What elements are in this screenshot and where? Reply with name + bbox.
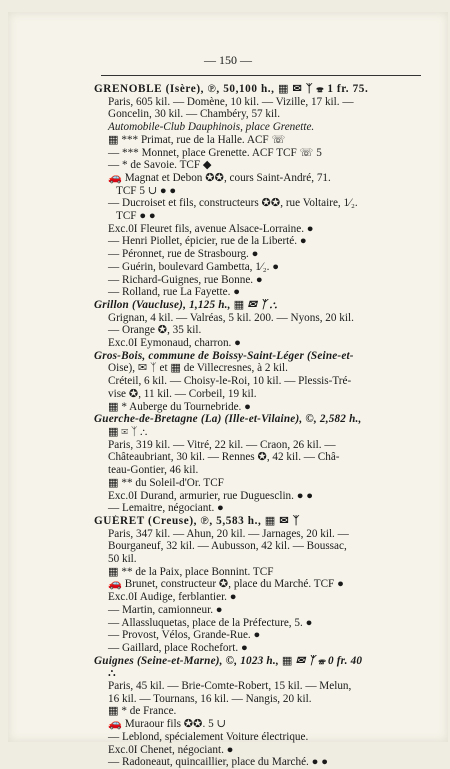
- supplier-line: — Guérin, boulevard Gambetta, 1⁄₂. ●: [108, 260, 279, 273]
- repairer-line: — Leblond, spécialement Voiture électrique.: [108, 730, 309, 743]
- town-services: ▦ ✉ ᛉ ⛬: [108, 425, 148, 438]
- page-number: — 150 —: [204, 53, 252, 67]
- distances: Paris, 605 kil. — Domène, 10 kil. — Vizille, 17 kil. —: [108, 95, 354, 108]
- supplier-line: Exc.0I Chenet, négociant. ●: [108, 743, 234, 756]
- supplier-line: — Allassluquetas, place de la Préfecture, 5. ●: [108, 616, 313, 629]
- repairer-line: TCF 5 ∪ ● ●: [116, 184, 177, 197]
- distances: Paris, 319 kil. — Vitré, 22 kil. — Craon, 26 kil. —: [108, 438, 336, 451]
- repairer-line: 🚗 Brunet, constructeur ✪, place du Marché. TCF ●: [108, 578, 344, 591]
- club-line: Automobile-Club Dauphinois, place Grenette.: [108, 121, 315, 134]
- supplier-line: Exc.0I Durand, armurier, rue Duguesclin. ● ●: [108, 489, 314, 502]
- distances: Grignan, 4 kil. — Valréas, 5 kil. 200. — Nyons, 20 kil.: [108, 311, 354, 324]
- hotel-line: — *** Monnet, place Grenette. ACF TCF ☏ 5: [108, 146, 322, 159]
- entry-grenoble: [94, 83, 430, 299]
- town-heading-cont: Oise), ✉ ᛉ et ▦ de Villecresnes, à 2 kil.: [108, 362, 288, 375]
- entry-gueret: [94, 515, 430, 655]
- hotel-line: ▦ ** de la Paix, place Bonnint. TCF: [108, 565, 274, 578]
- supplier-line: Exc.0I Audige, ferblantier. ●: [108, 591, 237, 604]
- town-services: ⛬: [108, 667, 116, 680]
- supplier-line: — Rolland, rue La Fayette. ●: [108, 286, 240, 299]
- town-heading: Guignes (Seine-et-Marne), ©, 1023 h., ▦ ✉ ᛉ ☏ 0 fr. 40: [94, 654, 363, 667]
- hotel-line: ▦ * de France.: [108, 705, 177, 718]
- entries-list: [94, 83, 430, 769]
- distances: teau-Gontier, 46 kil.: [108, 464, 199, 477]
- entry-grillon: [94, 299, 430, 350]
- supplier-line: Exc.0I Eymonaud, charron. ●: [108, 337, 241, 350]
- town-heading: GRENOBLE (Isère), ℗, 50,100 h., ▦ ✉ ᛉ ☏ 1 fr. 75.: [94, 83, 369, 95]
- supplier-line: — Péronnet, rue de Strasbourg. ●: [108, 248, 259, 261]
- header-rule: [101, 75, 421, 76]
- hotel-line: ▦ *** Primat, rue de la Halle. ACF ☏: [108, 133, 286, 146]
- distances: Châteaubriant, 30 kil. — Rennes ✪, 42 kil. — Châ-: [108, 451, 340, 464]
- repairer-line: 🚗 Muraour fils ✪✪. 5 ∪: [108, 718, 226, 731]
- entry-guerche-de-bretagne: [94, 413, 430, 515]
- supplier-line: — Gaillard, place Rochefort. ●: [108, 641, 248, 654]
- distances: vise ✪, 11 kil. — Corbeil, 19 kil.: [108, 387, 257, 400]
- repairer-line: TCF ● ●: [116, 210, 156, 223]
- supplier-line: — Radoneaut, quincaillier, place du Marché. ● ●: [108, 756, 328, 769]
- distances: 16 kil. — Tournans, 16 kil. — Nangis, 20 kil.: [108, 692, 312, 705]
- town-heading: Grillon (Vaucluse), 1,125 h., ▦ ✉ ᛉ ⛬: [94, 298, 277, 311]
- supplier-line: Exc.0I Fleuret fils, avenue Alsace-Lorraine. ●: [108, 222, 314, 235]
- guide-page: [8, 12, 448, 769]
- distances: Bourganeuf, 32 kil. — Aubusson, 42 kil. — Boussac,: [108, 540, 347, 553]
- hotel-line: — * de Savoie. TCF ◆: [108, 159, 212, 172]
- hotel-line: ▦ * Auberge du Tournebride. ●: [108, 400, 251, 413]
- town-heading: Gros-Bois, commune de Boissy-Saint-Léger (Seine-et-: [94, 349, 354, 362]
- distances: 50 kil.: [108, 553, 137, 566]
- hotel-line: ▦ ** du Soleil-d'Or. TCF: [108, 476, 224, 489]
- supplier-line: — Lemaitre, négociant. ●: [108, 502, 224, 515]
- supplier-line: — Provost, Vélos, Grande-Rue. ●: [108, 629, 261, 642]
- repairer-line: 🚗 Magnat et Debon ✪✪, cours Saint-André, 71.: [108, 171, 331, 184]
- distances: Paris, 45 kil. — Brie-Comte-Robert, 15 kil. — Melun,: [108, 680, 352, 693]
- distances: Paris, 347 kil. — Ahun, 20 kil. — Jarnages, 20 kil. —: [108, 527, 349, 540]
- supplier-line: — Henri Piollet, épicier, rue de la Liberté. ●: [108, 235, 307, 248]
- distances: — Orange ✪, 35 kil.: [108, 324, 202, 337]
- supplier-line: — Martin, camionneur. ●: [108, 603, 223, 616]
- distances: Créteil, 6 kil. — Choisy-le-Roi, 10 kil. — Plessis-Tré-: [108, 375, 352, 388]
- distances: Goncelin, 30 kil. — Chambéry, 57 kil.: [108, 108, 281, 121]
- town-heading: GUÉRET (Creuse), ℗, 5,583 h., ▦ ✉ ᛉ: [94, 514, 301, 527]
- entry-gros-bois: [94, 350, 430, 414]
- supplier-line: — Richard-Guignes, rue Bonne. ●: [108, 273, 263, 286]
- repairer-line: — Ducroiset et fils, constructeurs ✪✪, rue Voltaire, 1⁄₂.: [108, 197, 358, 210]
- town-heading: Guerche-de-Bretagne (La) (Ille-et-Vilaine), ©, 2,582 h.,: [94, 413, 362, 426]
- entry-guignes: [94, 655, 430, 769]
